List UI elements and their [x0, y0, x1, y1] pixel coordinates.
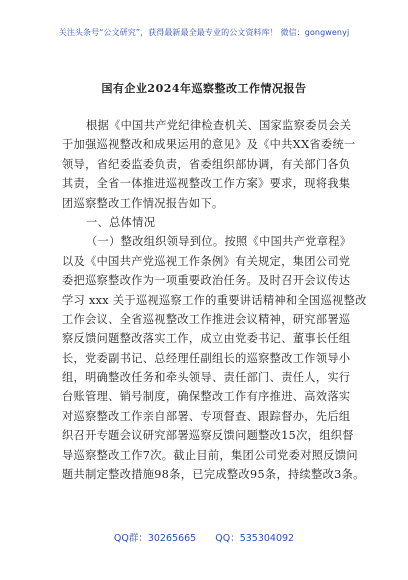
footer-contacts [0, 530, 408, 544]
footer-qq-group: QQ群：30265665 [113, 533, 197, 544]
body-text-line: 其责，全省一体推进巡视整改工作方案》要求，现将我集 [62, 177, 351, 191]
body-text-line: 长，党委副书记、总经理任副组长的巡察整改工作领导小 [62, 351, 351, 365]
body-text-line: 织召开专题会议研究部署巡察反馈问题整改15次，组织督 [62, 429, 354, 443]
body-text-line: 于加强巡视整改和成果运用的意见》及《中共XX省委统一 [62, 138, 356, 152]
body-text-line: 领导，省纪委监委负责，省委组织部协调，有关部门各负 [62, 157, 351, 171]
body-text-line: 团巡察整改工作情况报告如下。 [62, 196, 224, 210]
body-text-line: 台账管理、销号制度，确保整改工作有序推进、高效落实 [62, 390, 351, 404]
body-text-line: 导巡察整改工作7次。截止目前，集团公司党委对照反馈问 [62, 448, 358, 462]
body-text-line: 学习 xxx 关于巡视巡察工作的重要讲话精神和全国巡视整改 [62, 293, 367, 307]
body-text-line: 委把巡察整改作为一项重要政治任务。及时召开会议传达 [62, 274, 351, 288]
body-text-line: 察反馈问题整改落实工作，成立由党委书记、董事长任组 [62, 332, 351, 346]
document-title: 国有企业2024年巡察整改工作情况报告 [101, 82, 307, 95]
body-text-line: 题共制定整改措施98条，已完成整改95条，持续整改3条。 [62, 468, 365, 482]
body-text-line: 对巡察整改工作亲自部署、专项督查、跟踪督办，先后组 [62, 409, 351, 423]
body-text-line: 一、总体情况 [86, 215, 156, 229]
body-text-line: 组，明确整改任务和牵头领导、责任部门、责任人，实行 [62, 371, 351, 385]
body-text-line: 根据《中国共产党纪律检查机关、国家监察委员会关 [86, 119, 352, 132]
body-text-line: （一）整改组织领导到位。按照《中国共产党章程》 [86, 235, 352, 249]
body-text-line: 以及《中国共产党巡视工作条例》有关规定，集团公司党 [62, 254, 351, 268]
footer-qq: QQ：535304092 [215, 533, 295, 544]
body-text-line: 工作会议、全省巡视整改工作推进会议精神，研究部署巡 [62, 312, 351, 326]
document-body [62, 116, 367, 484]
header-promo-note: 关注头条号“公文研究”，获得最新最全最专业的公文资料库！ 微信：gongwenyj [58, 28, 350, 37]
